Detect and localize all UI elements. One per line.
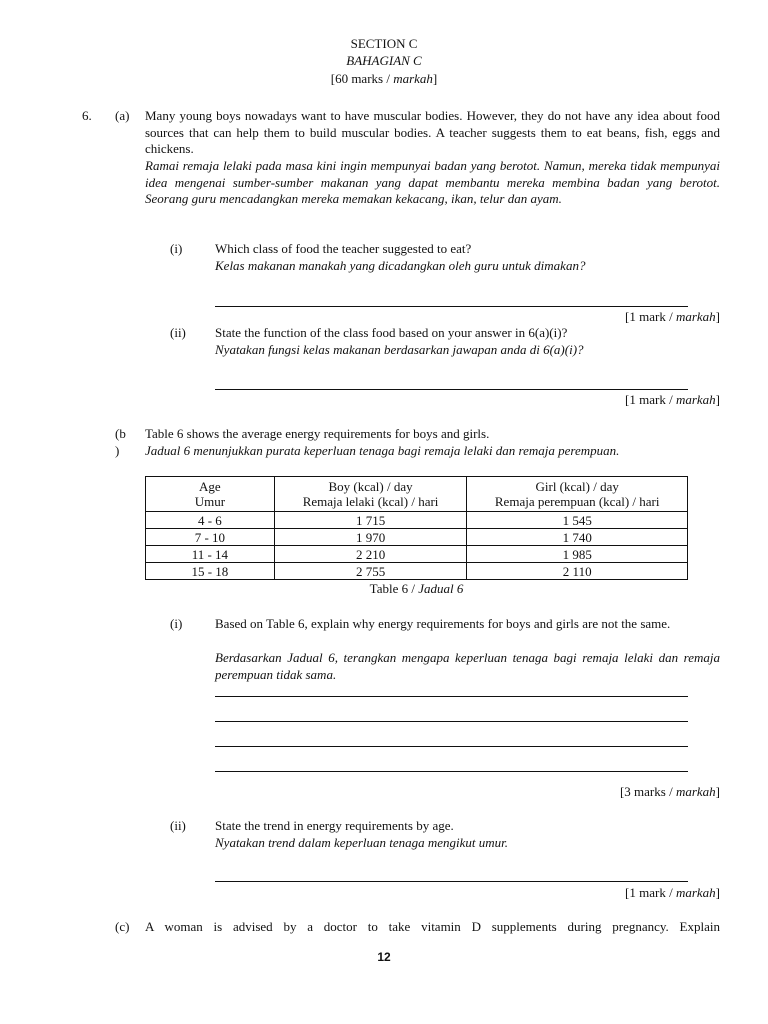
part-b-ii-text-ms: Nyatakan trend dalam keperluan tenaga mengikut umur.	[215, 835, 509, 850]
table-header-girl: Girl (kcal) / day Remaja perempuan (kcal) / hari	[467, 477, 688, 512]
table-header-age: Age Umur	[146, 477, 275, 512]
part-b-ii-label: (ii)	[170, 818, 186, 833]
question-number: 6.	[82, 108, 92, 123]
table-cell: 7 - 10	[146, 529, 275, 546]
part-c-text: A woman is advised by a doctor to take vitamin D supplements during pregnancy. Explain	[145, 919, 720, 934]
table-cell: 11 - 14	[146, 546, 275, 563]
marks-b-i: [3 marks / markah]	[619, 784, 720, 799]
table-cell: 15 - 18	[146, 563, 275, 580]
table-row	[146, 529, 688, 546]
table-cell: 2 110	[467, 563, 688, 580]
table-header-row	[146, 477, 688, 512]
table-cell: 2 755	[274, 563, 467, 580]
part-a-i-text: Which class of food the teacher suggested to eat?	[215, 241, 472, 256]
part-a-ii-text: State the function of the class food based on your answer in 6(a)(i)?	[215, 325, 568, 340]
marks-b-ii: [1 mark / markah]	[625, 885, 720, 900]
answer-line[interactable]	[215, 306, 688, 307]
marks-a-i: [1 mark / markah]	[625, 309, 720, 324]
part-a-i-text-ms: Kelas makanan manakah yang dicadangkan oleh guru untuk dimakan?	[215, 258, 586, 273]
table-cell: 1 740	[467, 529, 688, 546]
part-b-text: Table 6 shows the average energy requirements for boys and girls.	[145, 426, 490, 441]
table-cell: 1 715	[274, 512, 467, 529]
part-b-label: (b	[115, 426, 126, 441]
part-a-ii-label: (ii)	[170, 325, 186, 340]
table-cell: 4 - 6	[146, 512, 275, 529]
table-row	[146, 563, 688, 580]
section-title-ms: BAHAGIAN C	[346, 53, 422, 68]
table-caption: Table 6 / Jadual 6	[369, 581, 464, 596]
part-a-text-ms: Ramai remaja lelaki pada masa kini ingin mempunyai badan yang berotot. Namun, mereka tidak mempunyai idea mengenai sumber-sumber makanan yang dapat membantu mereka membina badan yang berotot. Seorang guru mencadangkan mereka memakan kekacang, ikan, telur dan ayam.	[145, 158, 720, 206]
part-b-ii-text: State the trend in energy requirements by age.	[215, 818, 454, 833]
page-number: 12	[377, 950, 391, 964]
part-c-label: (c)	[115, 919, 130, 934]
table-row	[146, 546, 688, 563]
answer-line[interactable]	[215, 771, 688, 772]
marks-a-ii: [1 mark / markah]	[625, 392, 720, 407]
part-a-label: (a)	[115, 108, 130, 123]
part-b-label-cont: )	[115, 443, 120, 458]
answer-line[interactable]	[215, 389, 688, 390]
table-cell: 1 985	[467, 546, 688, 563]
section-title: SECTION C	[350, 36, 418, 51]
answer-line[interactable]	[215, 721, 688, 722]
part-b-i-label: (i)	[170, 616, 183, 631]
table-row	[146, 512, 688, 529]
part-a-i-label: (i)	[170, 241, 183, 256]
part-b-i-text: Based on Table 6, explain why energy requirements for boys and girls are not the same.	[215, 616, 671, 631]
table-cell: 2 210	[274, 546, 467, 563]
part-a-ii-text-ms: Nyatakan fungsi kelas makanan berdasarkan jawapan anda di 6(a)(i)?	[215, 342, 584, 357]
table-header-boy: Boy (kcal) / day Remaja lelaki (kcal) / hari	[274, 477, 467, 512]
answer-line[interactable]	[215, 881, 688, 882]
answer-line[interactable]	[215, 696, 688, 697]
part-b-text-ms: Jadual 6 menunjukkan purata keperluan tenaga bagi remaja lelaki dan remaja perempuan.	[145, 443, 620, 458]
table-cell: 1 545	[467, 512, 688, 529]
energy-requirements-table	[145, 476, 688, 580]
section-marks: [60 marks / markah]	[330, 71, 438, 86]
part-a-text: Many young boys nowadays want to have muscular bodies. However, they do not have any idea about food sources that can help them to build muscular bodies. A teacher suggests them to eat beans, fish, eggs and chickens.	[145, 108, 720, 156]
table-cell: 1 970	[274, 529, 467, 546]
answer-line[interactable]	[215, 746, 688, 747]
part-b-i-text-ms: Berdasarkan Jadual 6, terangkan mengapa keperluan tenaga bagi remaja lelaki dan remaja perempuan tidak sama.	[215, 650, 720, 682]
